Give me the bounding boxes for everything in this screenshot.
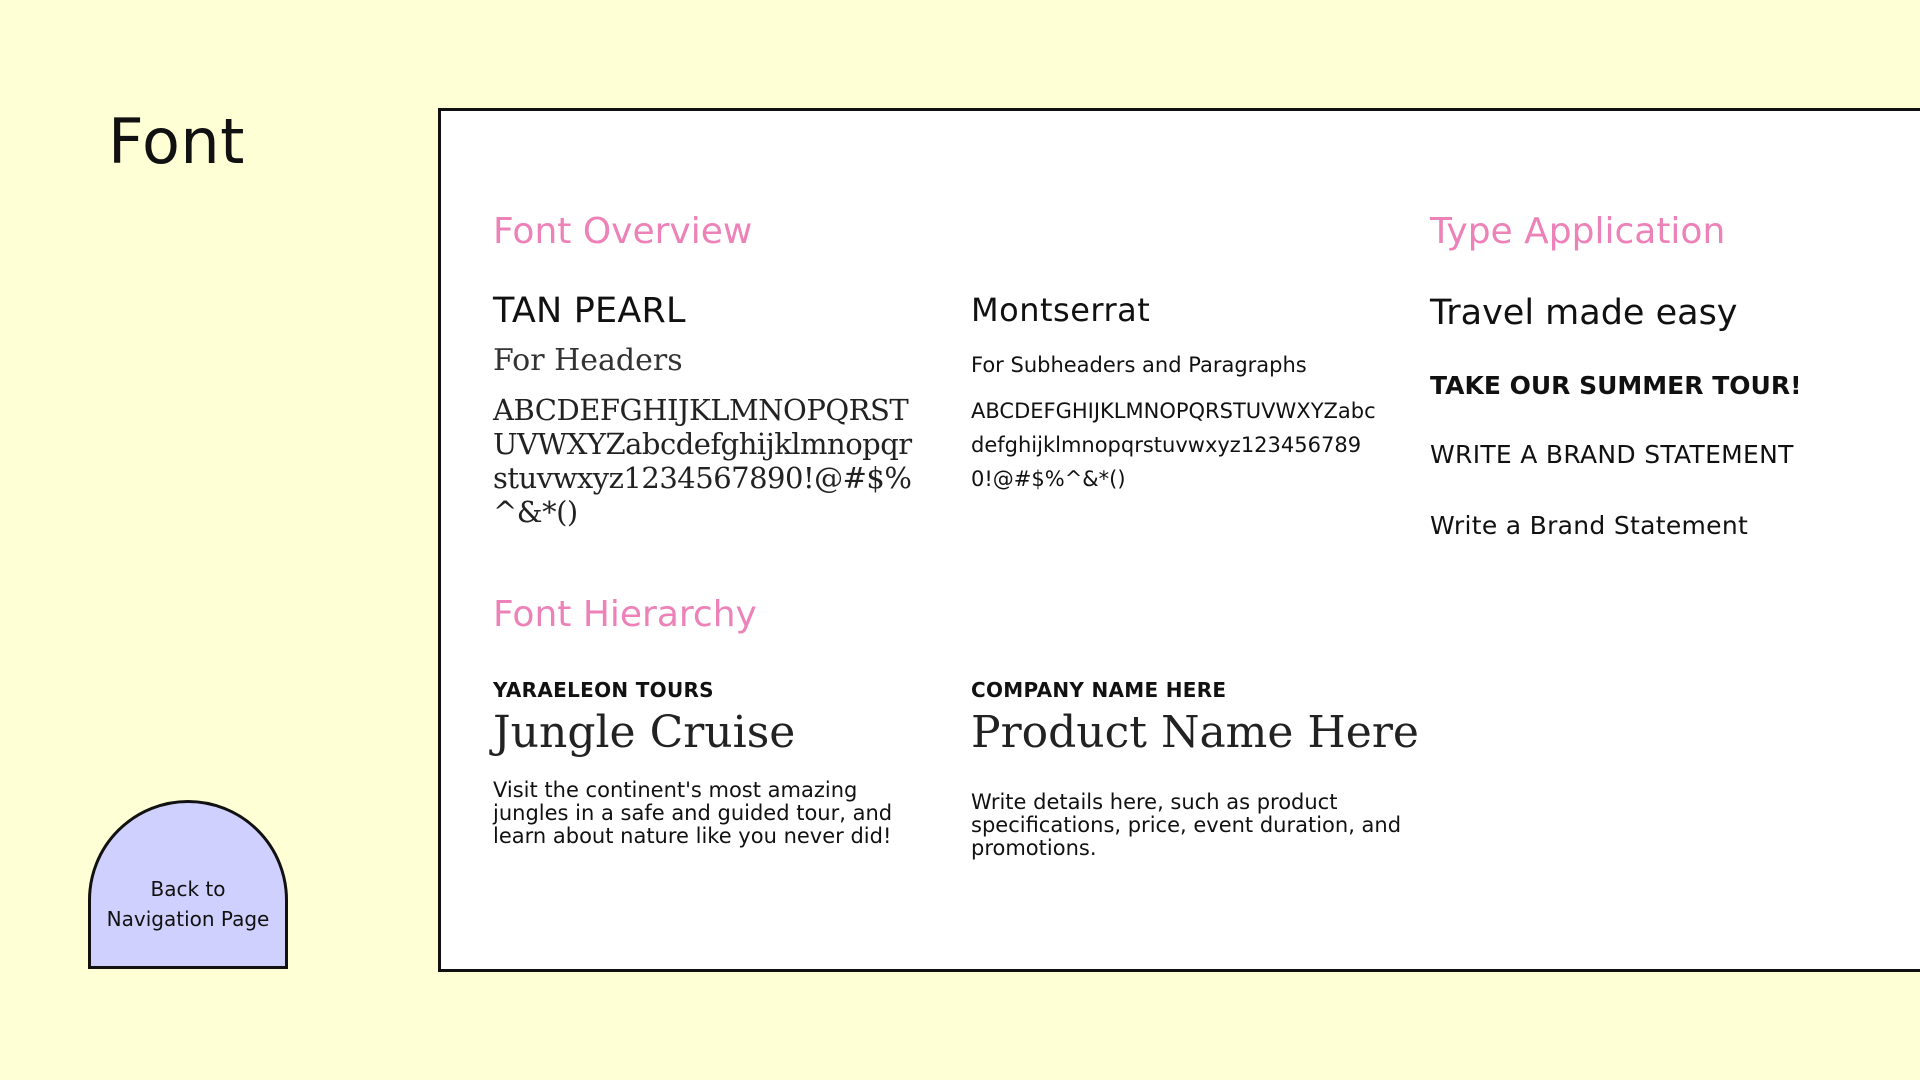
header-font-usage: For Headers — [493, 343, 683, 378]
body-font-name: Montserrat — [971, 291, 1151, 329]
type-application-line-2: TAKE OUR SUMMER TOUR! — [1430, 371, 1802, 400]
page-title: Font — [108, 105, 245, 178]
body-font-usage: For Subheaders and Paragraphs — [971, 353, 1307, 377]
font-overview-title: Font Overview — [493, 211, 753, 252]
header-font-name: TAN PEARL — [493, 291, 686, 331]
back-button-label-line2: Navigation Page — [106, 906, 270, 931]
hierarchy-example-1-title: Jungle Cruise — [493, 707, 796, 758]
type-application-line-1: Travel made easy — [1430, 293, 1738, 333]
type-application-line-3: WRITE A BRAND STATEMENT — [1430, 440, 1794, 469]
back-button-label — [98, 874, 278, 934]
back-button-label-line1: Back to — [150, 876, 226, 901]
font-guide-panel — [438, 108, 1920, 972]
type-application-title: Type Application — [1430, 211, 1726, 252]
back-to-navigation-button[interactable] — [88, 800, 288, 969]
hierarchy-example-1-eyebrow: YARAELEON TOURS — [493, 678, 714, 702]
body-font-glyphs: ABCDEFGHIJKLMNOPQRSTUVWXYZabcdefghijklmnopqrstuvwxyz1234567890!@#$%^&*() — [971, 399, 1376, 491]
hierarchy-example-1-body: Visit the continent's most amazing jungles in a safe and guided tour, and learn about nature like you never did! — [493, 778, 893, 848]
hierarchy-example-2-body: Write details here, such as product specifications, price, event duration, and promotions. — [971, 790, 1402, 860]
font-hierarchy-title: Font Hierarchy — [493, 594, 757, 635]
hierarchy-example-2-title: Product Name Here — [971, 707, 1419, 758]
header-font-glyphs: ABCDEFGHIJKLMNOPQRSTUVWXYZabcdefghijklmnopqrstuvwxyz1234567890!@#$%^&*() — [493, 393, 912, 529]
hierarchy-example-2-eyebrow: COMPANY NAME HERE — [971, 678, 1227, 702]
type-application-line-4: Write a Brand Statement — [1430, 511, 1749, 540]
